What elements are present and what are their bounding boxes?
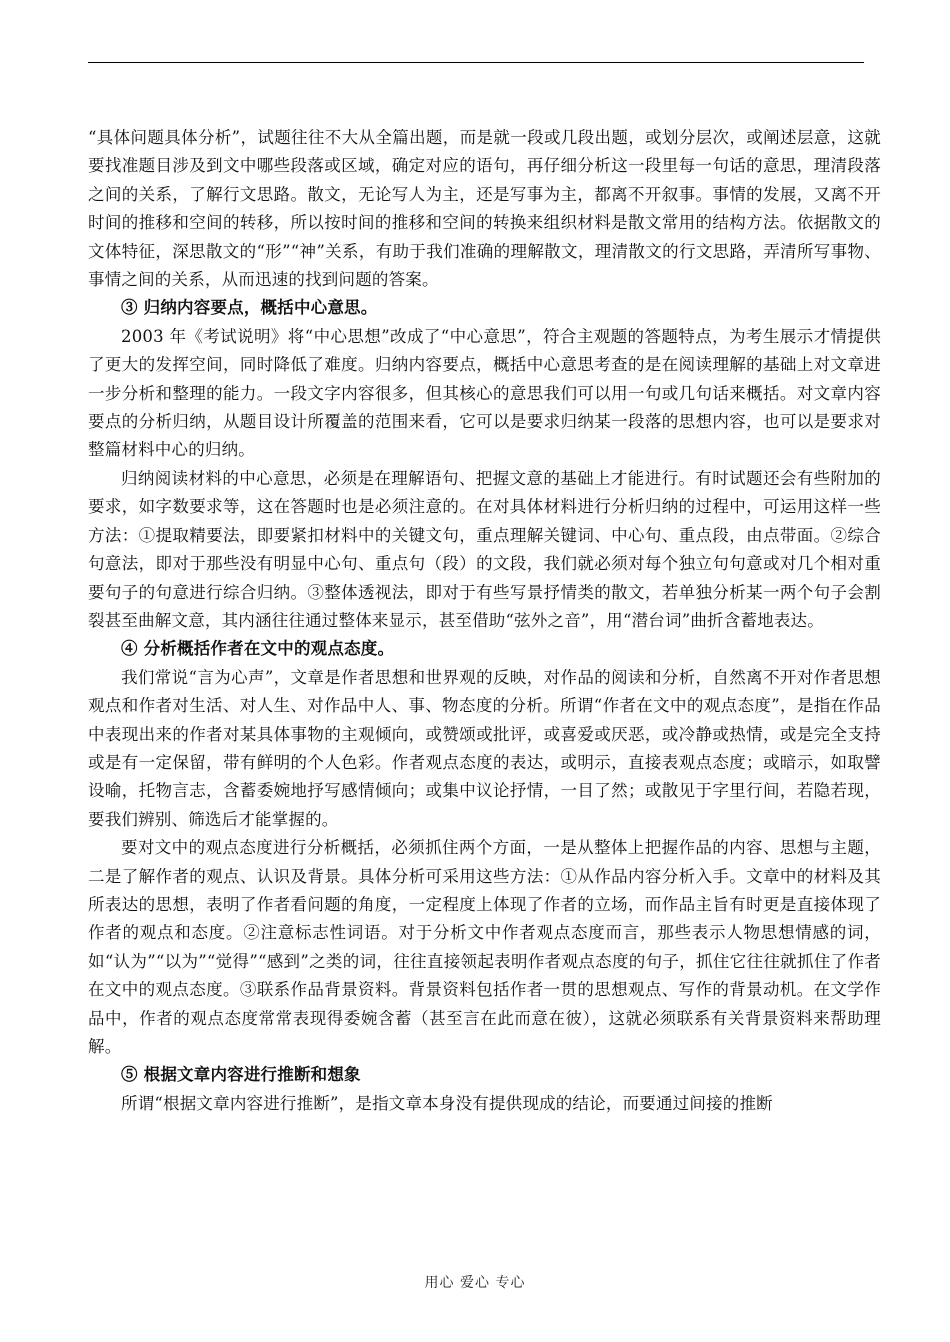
document-body xyxy=(88,124,881,1118)
page-footer: 用心 爱心 专心 xyxy=(424,1275,526,1291)
paragraph: “具体问题具体分析”，试题往往不大从全篇出题，而是就一段或几段出题，或划分层次，或阐述层意，这就要找准题目涉及到文中哪些段落或区域，确定对应的语句，再仔细分析这一段里每一句话的意思，理清段落之间的关系，了解行文思路。散文，无论写人为主，还是写事为主，都离不开叙事。事情的发展，又离不开时间的推移和空间的转移，所以按时间的推移和空间的转换来组织材料是散文常用的结构方法。依据散文的文体特征，深思散文的“形”“神”关系，有助于我们准确的理解散文，理清散文的行文思路，弄清所写事物、事情之间的关系，从而迅速的找到问题的答案。 xyxy=(88,128,881,290)
paragraph: 2003 年《考试说明》将“中心思想”改成了“中心意思”，符合主观题的答题特点，为考生展示才情提供了更大的发挥空间，同时降低了难度。归纳内容要点，概括中心意思考查的是在阅读理解的基础上对文章进一步分析和整理的能力。一段文字内容很多，但其核心的意思我们可以用一句或几句话来概括。对文章内容要点的分析归纳，从题目设计所覆盖的范围来看，它可以是要求归纳某一段落的思想内容，也可以是要求对整篇材料中心的归纳。 xyxy=(88,326,881,460)
section-heading: ③ 归纳内容要点，概括中心意思。 xyxy=(121,298,378,318)
paragraph: 所谓“根据文章内容进行推断”，是指文章本身没有提供现成的结论，而要通过间接的推断 xyxy=(121,1093,773,1113)
paragraph: 我们常说“言为心声”，文章是作者思想和世界观的反映，对作品的阅读和分析，自然离不开对作者思想观点和作者对生活、对人生、对作品中人、事、物态度的分析。所谓“作者在文中的观点态度”，是指在作品中表现出来的作者对某具体事物的主观倾向，或赞颂或批评，或喜爱或厌恶，或冷静或热情，或是完全支持或是有一定保留，带有鲜明的个人色彩。作者观点态度的表达，或明示，直接表观点态度；或暗示，如取譬设喻，托物言志，含蓄委婉地抒写感情倾向；或集中议论抒情，一目了然；或散见于字里行间，若隐若现，要我们辨别、筛选后才能掌握的。 xyxy=(88,667,881,829)
header-rule xyxy=(88,62,864,63)
section-heading: ⑤ 根据文章内容进行推断和想象 xyxy=(121,1065,361,1085)
paragraph: 归纳阅读材料的中心意思，必须是在理解语句、把握文意的基础上才能进行。有时试题还会有些附加的要求，如字数要求等，这在答题时也是必须注意的。在对具体材料进行分析归纳的过程中，可运用这样一些方法：①提取精要法，即要紧扣材料中的关键文句，重点理解关键词、中心句、重点段，由点带面。②综合句意法，即对于那些没有明显中心句、重点句（段）的文段，我们就必须对每个独立句句意或对几个相对重要句子的句意进行综合归纳。③整体透视法，即对于有些写景抒情类的散文，若单独分析某一两个句子会割裂甚至曲解文意，其内涵往往通过整体来显示，甚至借助“弦外之音”，用“潜台词”曲折含蓄地表达。 xyxy=(88,468,881,630)
section-heading: ④ 分析概括作者在文中的观点态度。 xyxy=(121,639,395,659)
paragraph: 要对文中的观点态度进行分析概括，必须抓住两个方面，一是从整体上把握作品的内容、思想与主题，二是了解作者的观点、认识及背景。具体分析可采用这些方法：①从作品内容分析入手。文章中的材料及其所表达的思想，表明了作者看问题的角度，一定程度上体现了作者的立场，而作品主旨有时更是直接体现了作者的观点和态度。②注意标志性词语。对于分析文中作者观点态度而言，那些表示人物思想情感的词，如“认为”“以为”“觉得”“感到”之类的词，往往直接领起表明作者观点态度的句子，抓住它往往就抓住了作者在文中的观点态度。③联系作品背景资料。背景资料包括作者一贯的思想观点、写作的背景动机。在文学作品中，作者的观点态度常常表现得委婉含蓄（甚至言在此而意在彼），这就必须联系有关背景资料来帮助理解。 xyxy=(88,838,881,1056)
